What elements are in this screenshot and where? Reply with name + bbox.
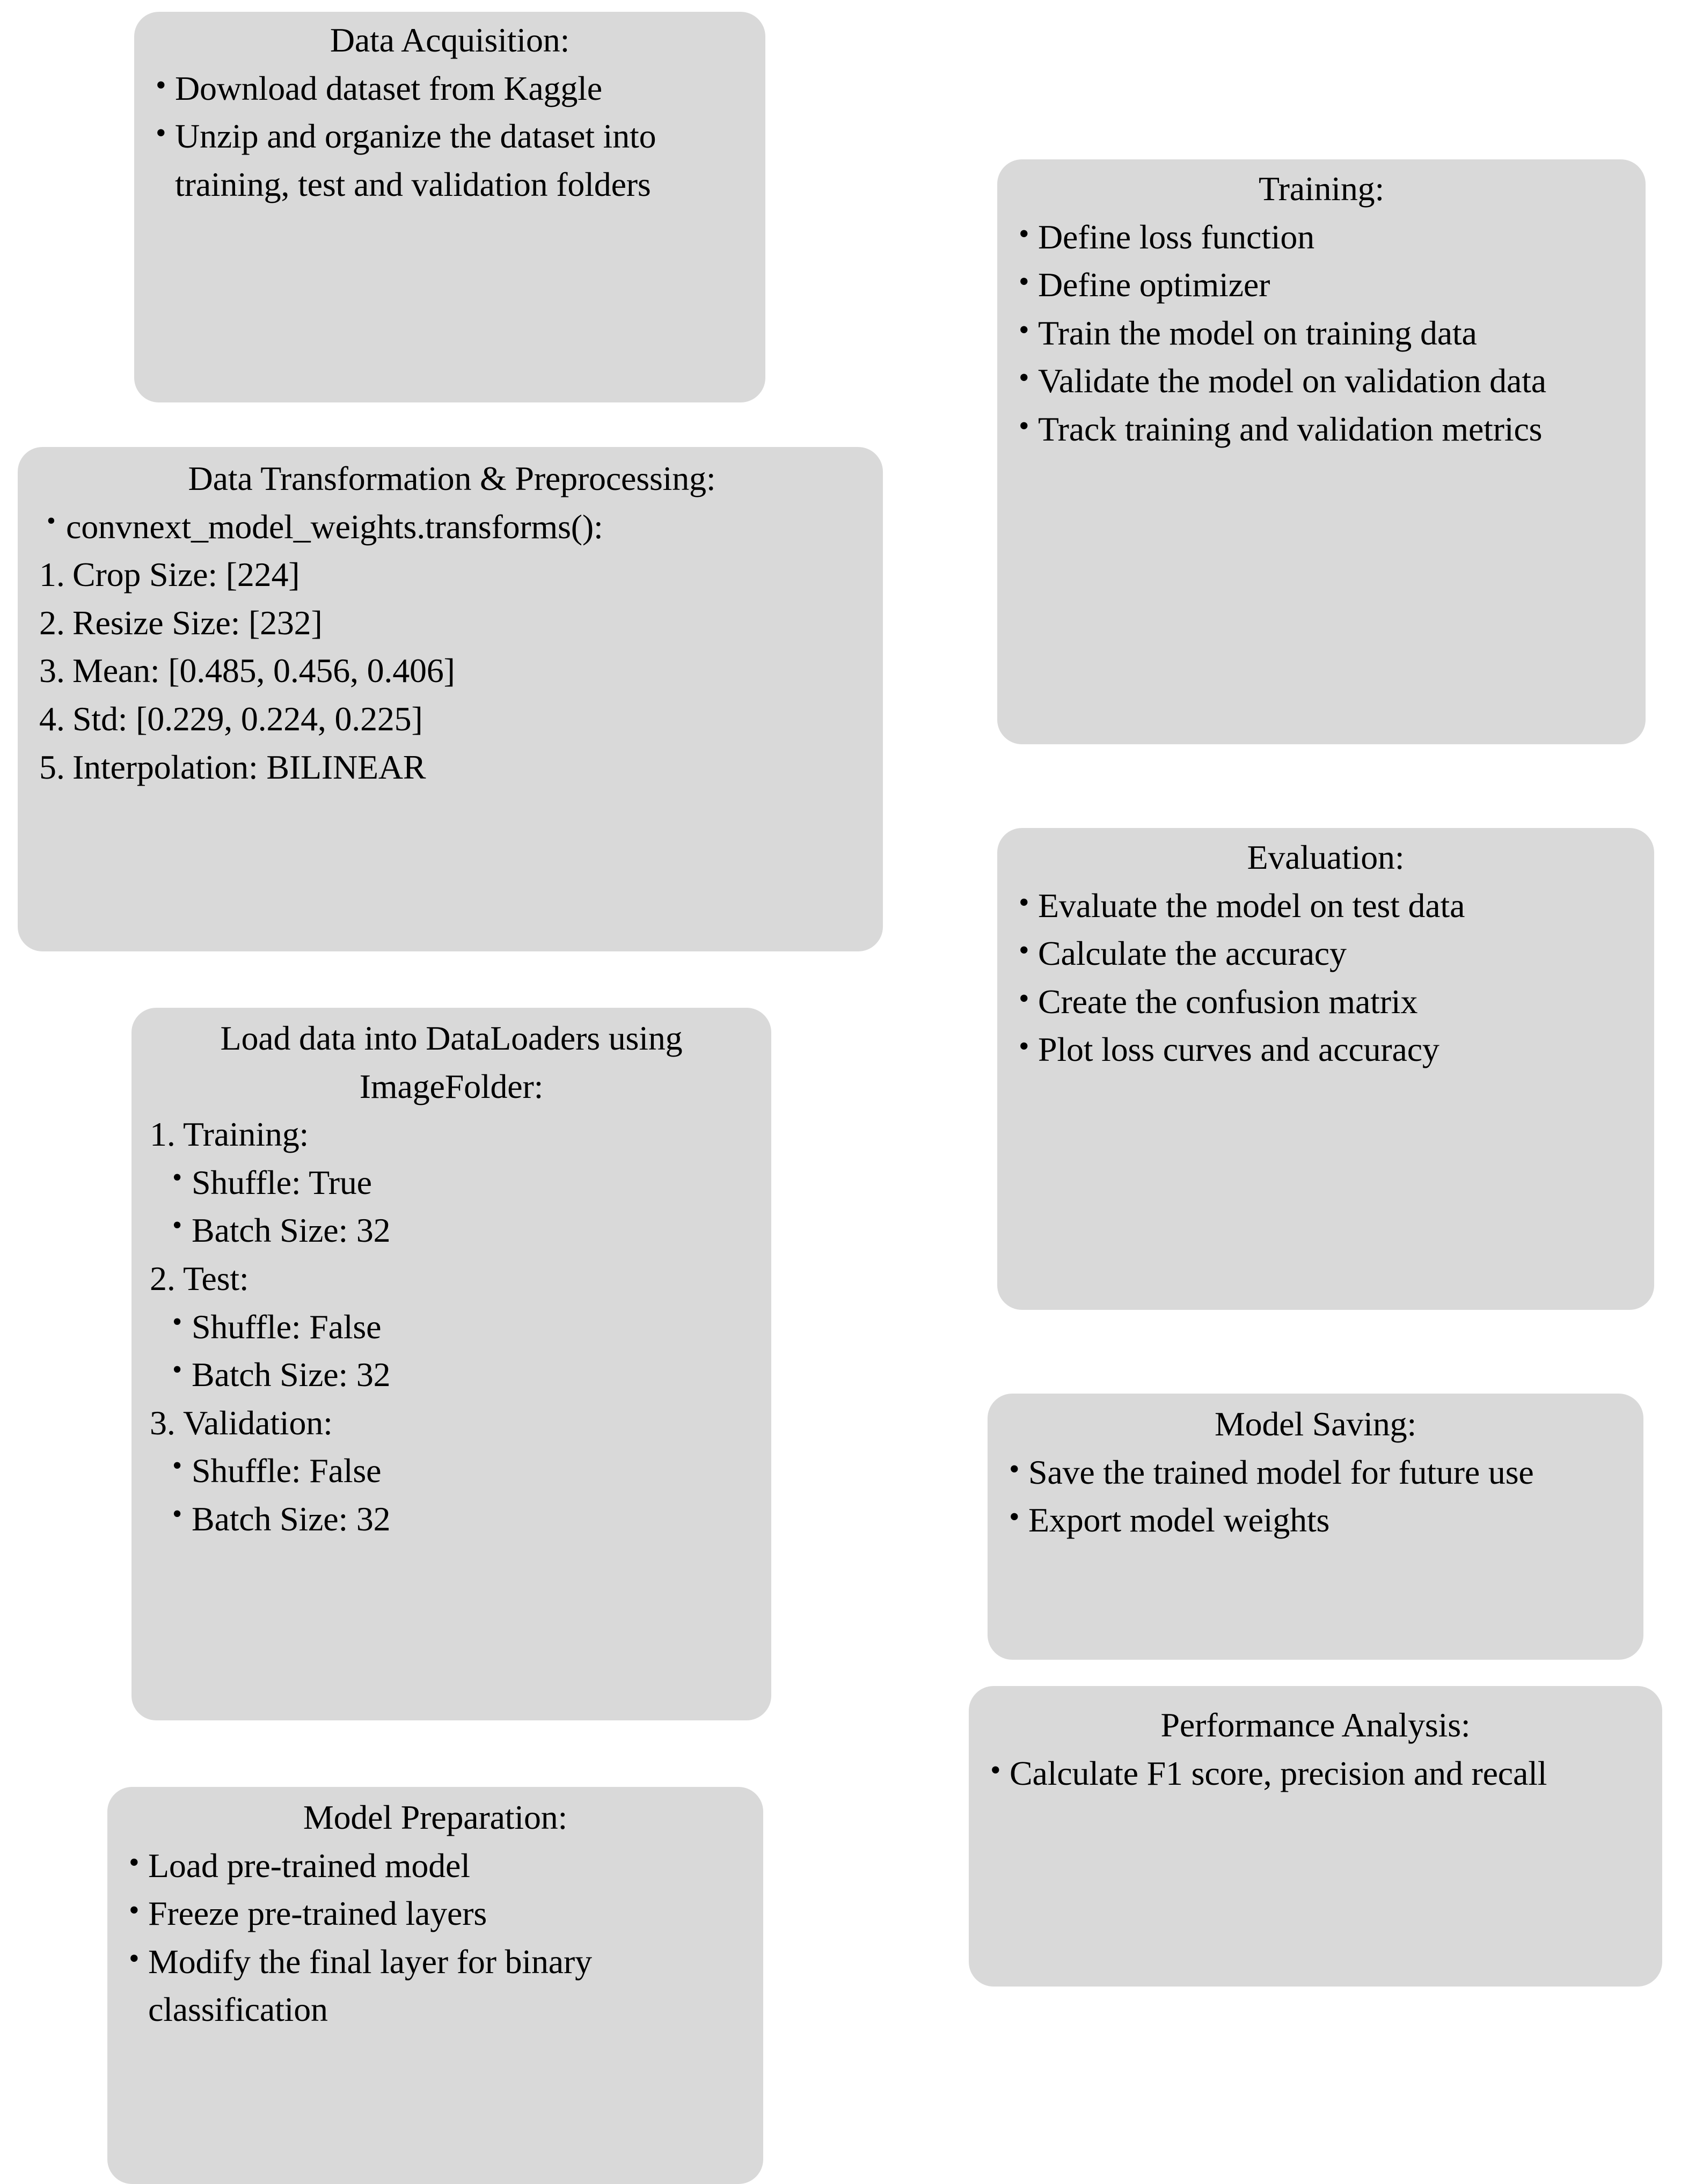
- list-item: • Freeze pre-trained layers: [126, 1889, 745, 1938]
- list-item: Resize Size: [232]: [72, 603, 323, 642]
- list-item: • Batch Size: 32: [150, 1206, 753, 1255]
- list-item: • Validate the model on validation data: [1015, 357, 1627, 405]
- bullet-list: [152, 64, 747, 209]
- list-item: • Shuffle: False: [150, 1447, 753, 1495]
- card-title: Data Transformation & Preprocessing:: [188, 459, 716, 497]
- card-model-preparation: [107, 1787, 763, 2184]
- list-item: Interpolation: BILINEAR: [72, 747, 426, 786]
- list-item: Std: [0.229, 0.224, 0.225]: [72, 699, 423, 738]
- list-item: Training:: [183, 1115, 309, 1154]
- card-model-saving: [988, 1394, 1643, 1660]
- card-performance-analysis: [969, 1686, 1662, 1987]
- list-item: • Plot loss curves and accuracy: [1015, 1025, 1636, 1074]
- list-item: • Create the confusion matrix: [1015, 978, 1636, 1026]
- list-item: • Export model weights: [1006, 1496, 1625, 1544]
- sub-bullet-list: [150, 1159, 753, 1255]
- bullet-list: [1006, 1448, 1625, 1544]
- bullet-list: [1015, 882, 1636, 1074]
- list-item: • Track training and validation metrics: [1015, 405, 1627, 453]
- list-item: • Define optimizer: [1015, 261, 1627, 309]
- sub-bullet-list: [150, 1447, 753, 1543]
- card-data-transformation: [18, 447, 883, 951]
- list-item: • convnext_model_weights.transforms():: [39, 503, 865, 551]
- card-title: Data Acquisition:: [330, 21, 570, 59]
- list-item: • Evaluate the model on test data: [1015, 882, 1636, 930]
- numbered-list: [150, 1399, 753, 1447]
- list-item: • Batch Size: 32: [150, 1351, 753, 1399]
- list-item: • Shuffle: True: [150, 1159, 753, 1207]
- list-item: • Calculate the accuracy: [1015, 929, 1636, 978]
- list-item: • Shuffle: False: [150, 1303, 753, 1351]
- sub-bullet-list: [150, 1303, 753, 1399]
- list-item: • Save the trained model for future use: [1006, 1448, 1625, 1497]
- list-item: • Modify the final layer for binary classification: [126, 1938, 745, 2034]
- list-item: Validation:: [183, 1403, 333, 1442]
- bullet-list: [126, 1842, 745, 2034]
- bullet-list: [39, 503, 865, 551]
- list-item: • Batch Size: 32: [150, 1495, 753, 1543]
- list-item: Crop Size: [224]: [72, 555, 300, 594]
- card-data-acquisition: [134, 12, 765, 402]
- list-item: Mean: [0.485, 0.456, 0.406]: [72, 651, 455, 690]
- list-item: • Define loss function: [1015, 213, 1627, 261]
- list-item: • Calculate F1 score, precision and recall: [987, 1749, 1644, 1798]
- card-title: Performance Analysis:: [1160, 1706, 1471, 1744]
- card-title: Model Preparation:: [303, 1798, 568, 1836]
- card-training: [997, 159, 1646, 744]
- numbered-list: [39, 551, 865, 791]
- card-title: Load data into DataLoaders using ImageFolder:: [220, 1019, 683, 1105]
- list-item: • Unzip and organize the dataset into training, test and validation folders: [152, 112, 747, 208]
- card-dataloaders: [131, 1008, 771, 1720]
- list-item: • Train the model on training data: [1015, 309, 1627, 357]
- numbered-list: [150, 1110, 753, 1159]
- card-title: Training:: [1258, 170, 1385, 208]
- bullet-list: [1015, 213, 1627, 453]
- numbered-list: [150, 1255, 753, 1303]
- card-title: Model Saving:: [1214, 1405, 1417, 1443]
- card-evaluation: [997, 828, 1654, 1310]
- list-item: • Download dataset from Kaggle: [152, 64, 747, 113]
- list-item: • Load pre-trained model: [126, 1842, 745, 1890]
- card-title: Evaluation:: [1247, 838, 1405, 876]
- list-item: Test:: [183, 1259, 249, 1298]
- bullet-list: [987, 1749, 1644, 1798]
